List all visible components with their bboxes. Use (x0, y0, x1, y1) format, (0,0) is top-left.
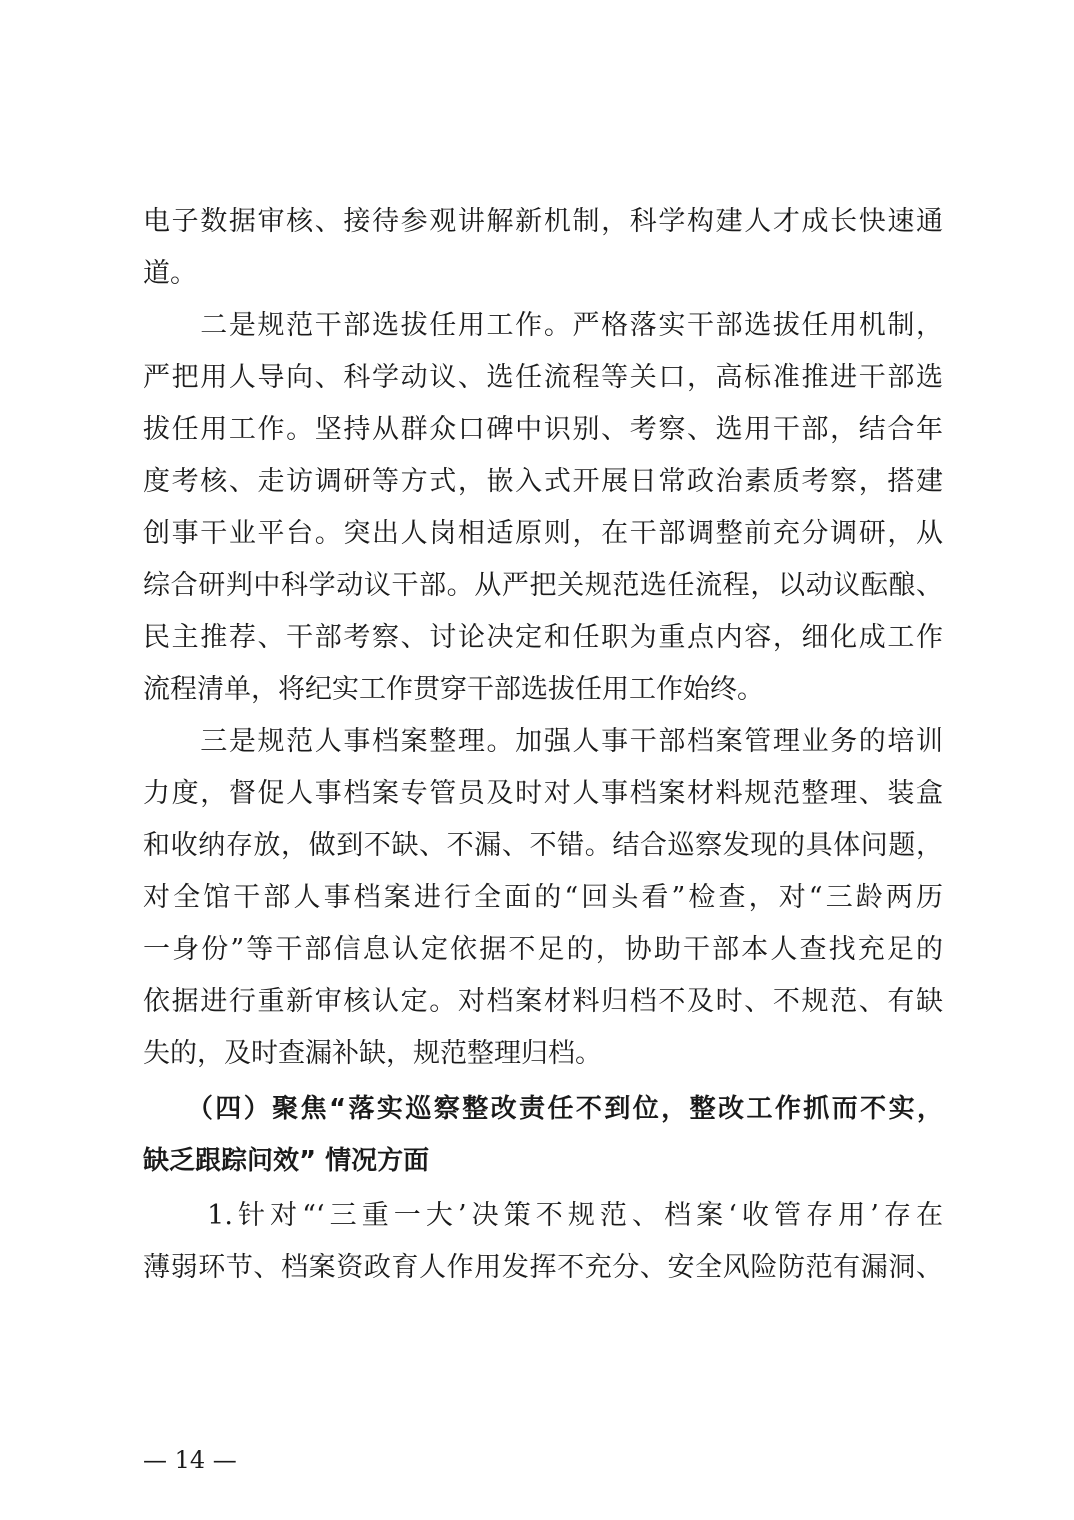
paragraph-line: 对全馆干部人事档案进行全面的“回头看”检查，对“三龄两历 (143, 882, 943, 913)
paragraph-line: 道。 (143, 258, 197, 289)
paragraph-line: 创事干业平台。突出人岗相适原则，在干部调整前充分调研，从 (143, 518, 943, 549)
page-number: — 14 — (143, 1446, 237, 1474)
paragraph-line: 二是规范干部选拔任用工作。严格落实干部选拔任用机制， (143, 310, 943, 341)
paragraph-line: 度考核、走访调研等方式，嵌入式开展日常政治素质考察，搭建 (143, 466, 943, 497)
paragraph-line: 1.针对“‘三重一大’决策不规范、档案‘收管存用’存在 (143, 1200, 943, 1231)
paragraph-line: 薄弱环节、档案资政育人作用发挥不充分、安全风险防范有漏洞、 (143, 1252, 943, 1283)
paragraph-line: 严把用人导向、科学动议、选任流程等关口，高标准推进干部选 (143, 362, 943, 393)
section-heading-line: （四）聚焦“落实巡察整改责任不到位，整改工作抓而不实， (143, 1094, 943, 1124)
paragraph-line: 依据进行重新审核认定。对档案材料归档不及时、不规范、有缺 (143, 986, 943, 1017)
paragraph-line: 和收纳存放，做到不缺、不漏、不错。结合巡察发现的具体问题， (143, 830, 943, 861)
paragraph-line: 一身份”等干部信息认定依据不足的，协助干部本人查找充足的 (143, 934, 943, 965)
section-heading-line: 缺乏跟踪问效” 情况方面 (143, 1146, 430, 1176)
paragraph-line: 失的，及时查漏补缺，规范整理归档。 (143, 1038, 602, 1069)
paragraph-line: 三是规范人事档案整理。加强人事干部档案管理业务的培训 (143, 726, 943, 757)
paragraph-line: 民主推荐、干部考察、讨论决定和任职为重点内容，细化成工作 (143, 622, 943, 653)
paragraph-line: 电子数据审核、接待参观讲解新机制，科学构建人才成长快速通 (143, 206, 943, 237)
paragraph-line: 拔任用工作。坚持从群众口碑中识别、考察、选用干部，结合年 (143, 414, 943, 445)
paragraph-line: 力度，督促人事档案专管员及时对人事档案材料规范整理、装盒 (143, 778, 943, 809)
paragraph-line: 流程清单，将纪实工作贯穿干部选拔任用工作始终。 (143, 674, 764, 705)
paragraph-line: 综合研判中科学动议干部。从严把关规范选任流程，以动议酝酿、 (143, 570, 943, 601)
